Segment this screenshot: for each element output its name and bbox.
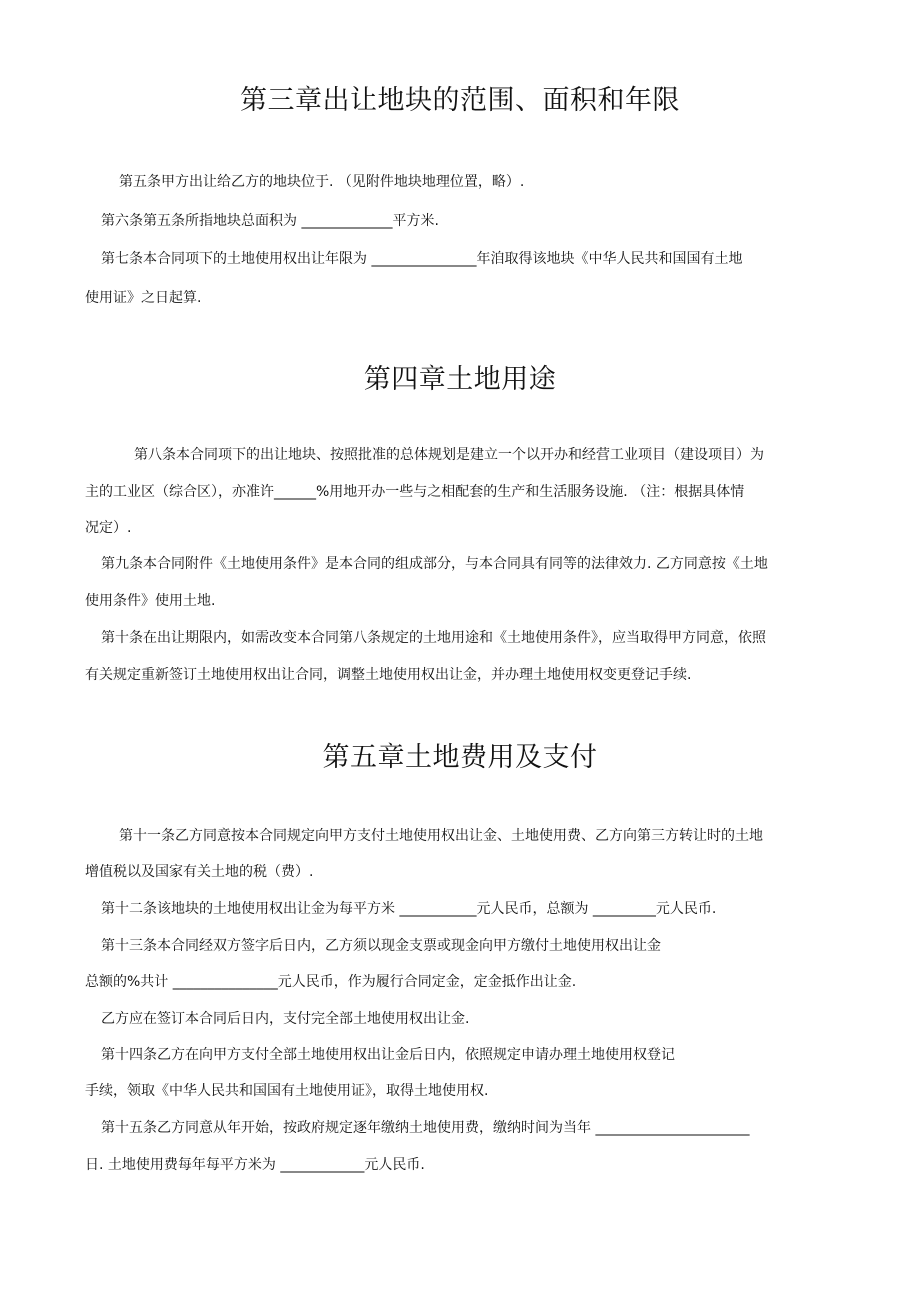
article-10-line-1: 第十条在出让期限内，如需改变本合同第八条规定的土地用途和《土地使用条件》，应当取得甲方同意，依照 [101,630,766,646]
article-14-line-2: 手续，领取《中华人民共和国国有土地使用证》，取得土地使用权. [85,1083,489,1099]
article-12: 第十二条该地块的土地使用权出让金为每平方米 ___________元人民币，总额为 _________元人民币. [101,901,717,917]
article-14-line-1: 第十四条乙方在向甲方支付全部土地使用权出让金后日内，依照规定申请办理土地使用权登记 [101,1047,675,1063]
chapter-5-title: 第五章土地费用及支付 [322,742,598,773]
article-8-line-2: 主的工业区（综合区），亦准许______%用地开办一些与之相配套的生产和生活服务设施. （注：根据具体情 [85,484,745,500]
article-5: 第五条甲方出让给乙方的地块位于. （见附件地块地理位置，略）. [119,174,525,190]
article-11-line-2: 增值税以及国家有关土地的税（费）. [85,864,314,880]
article-13-line-1: 第十三条本合同经双方签字后日内，乙方须以现金支票或现金向甲方缴付土地使用权出让金 [101,938,661,954]
article-7-line-1: 第七条本合同项下的土地使用权出让年限为 _______________年洎取得该地块《中华人民共和国国有土地 [101,251,743,267]
article-8-line-3: 况定）. [85,520,132,536]
article-9-line-2: 使用条件》使用土地. [85,593,216,609]
article-11-line-1: 第十一条乙方同意按本合同规定向甲方支付土地使用权出让金、土地使用费、乙方向第三方转让时的土地 [119,828,763,844]
chapter-4-title: 第四章土地用途 [363,364,557,395]
chapter-3-title: 第三章出让地块的范围、面积和年限 [240,85,680,116]
article-15-line-2: 日. 土地使用费每年每平方米为 ____________元人民币. [85,1157,425,1173]
article-13-line-2: 总额的%共计 _______________元人民币，作为履行合同定金，定金抵作出让金. [85,974,577,990]
article-15-line-1: 第十五条乙方同意从年开始，按政府规定逐年缴纳土地使用费，缴纳时间为当年 ______________________ [101,1120,750,1136]
article-6: 第六条第五条所指地块总面积为 _____________平方米. [101,213,439,229]
article-8-line-1: 第八条本合同项下的出让地块、按照批准的总体规划是建立一个以开办和经营工业项目（建设项目）为 [134,447,764,463]
article-10-line-2: 有关规定重新签订土地使用权出让合同，调整土地使用权出让金，并办理土地使用权变更登记手续. [85,667,692,683]
article-7-line-2: 使用证》之日起算. [85,290,202,306]
article-9-line-1: 第九条本合同附件《土地使用条件》是本合同的组成部分，与本合同具有同等的法律效力. 乙方同意按《土地 [101,556,768,572]
article-13-line-3: 乙方应在签订本合同后日内，支付完全部土地使用权出让金. [101,1011,470,1027]
